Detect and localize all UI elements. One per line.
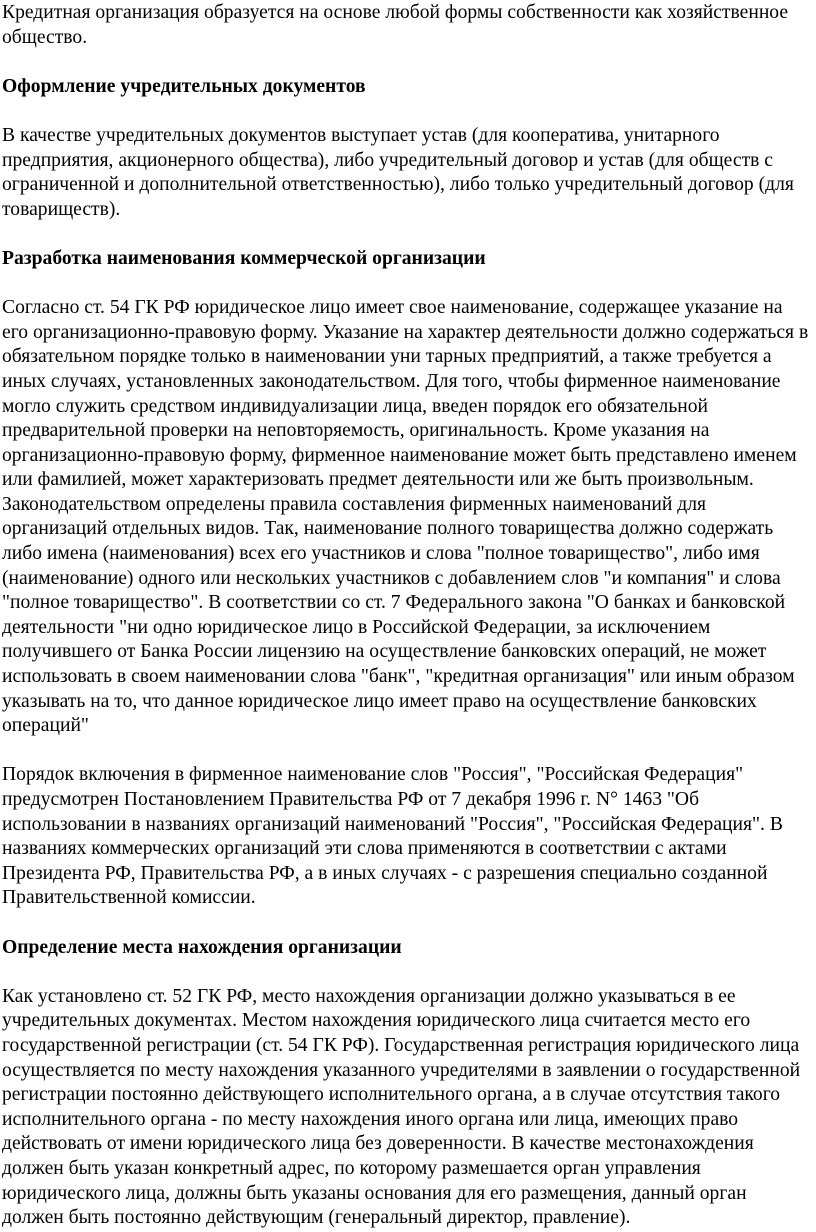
intro-paragraph: Кредитная организация образуется на основе любой формы собственности как хозяйственное общество. — [2, 2, 789, 48]
section-heading-founding-documents: Оформление учредительных документов — [2, 75, 366, 97]
location-paragraph: Как установлено ст. 52 ГК РФ, место нахождения организации должно указываться в ее учредительных документах. Местом нахождения юридического лица считается место его государственной регистрации (ст. 54 ГК РФ). Государственная регистрация юридического лица осуществляется по месту нахождения указанного учредителями в заявлении о государственной регистрации постоянно действующего исполнительного органа, а в случае отсутствия такого исполнительного органа - по месту нахождения иного органа или лица, имеющих право действовать от имени юридического лица без доверенности. В качестве местонахождения должен быть указан конкретный адрес, по которому размешается орган управления юридического лица, должны быть указаны основания для его размещения, данный орган должен быть постоянно действующим (генеральный директор, правление). — [2, 985, 801, 1229]
section-heading-company-name: Разработка наименования коммерческой организации — [2, 247, 486, 269]
founding-documents-paragraph: В качестве учредительных документов выступает устав (для кооператива, унитарного предприятия, акционерного общества), либо учредительный договор и устав (для обществ с ограниченной и дополнительной ответственностью), либо только учредительный договор (для товариществ). — [2, 124, 794, 220]
russia-words-paragraph: Порядок включения в фирменное наименование слов "Россия", "Российская Федерация" предусмотрен Постановлением Правительства РФ от 7 декабря 1996 г. N° 1463 "Об использовании в названиях организаций наименований "Россия", "Российская Федерация". В названиях коммерческих организаций эти слова применяются в соответствии с актами Президента РФ, Правительства РФ, а в иных случаях - с разрешения специально созданной Правительственной комиссии. — [2, 764, 783, 909]
company-name-paragraph: Согласно ст. 54 ГК РФ юридическое лицо имеет свое наименование, содержащее указание на его организационно-правовую форму. Указание на характер деятельности должно содержаться в обязательном порядке только в наименовании уни тарных предприятий, а также требуется а иных случаях, установленных законодательством. Для того, чтобы фирменное наименование могло служить средством индивидуализации лица, введен порядок его обязательной предварительной проверки на неповторяемость, оригинальность. Кроме указания на организационно-правовую форму, фирменное наименование может быть представлено именем или фамилией, может характеризовать предмет деятельности или же быть произвольным. Законодательством определены правила составления фирменных наименований для организаций отдельных видов. Так, наименование полного товарищества должно содержать либо имена (наименования) всех его участников и слова "полное товарищество", либо имя (наименование) одного или нескольких участников с добавлением слов "и компания" и слова "полное товарищество". В соответствии со ст. 7 Федерального закона "О банках и банковской деятельности "ни одно юридическое лицо в Российской Федерации, за исключением получившего от Банка России лицензию на осуществление банковских операций, не может использовать в своем наименовании слова "банк", "кредитная организация" или иным образом указывать на то, что данное юридическое лицо имеет право на осуществление банковских операций" — [2, 297, 809, 737]
section-heading-location: Определение места нахождения организации — [2, 936, 402, 958]
